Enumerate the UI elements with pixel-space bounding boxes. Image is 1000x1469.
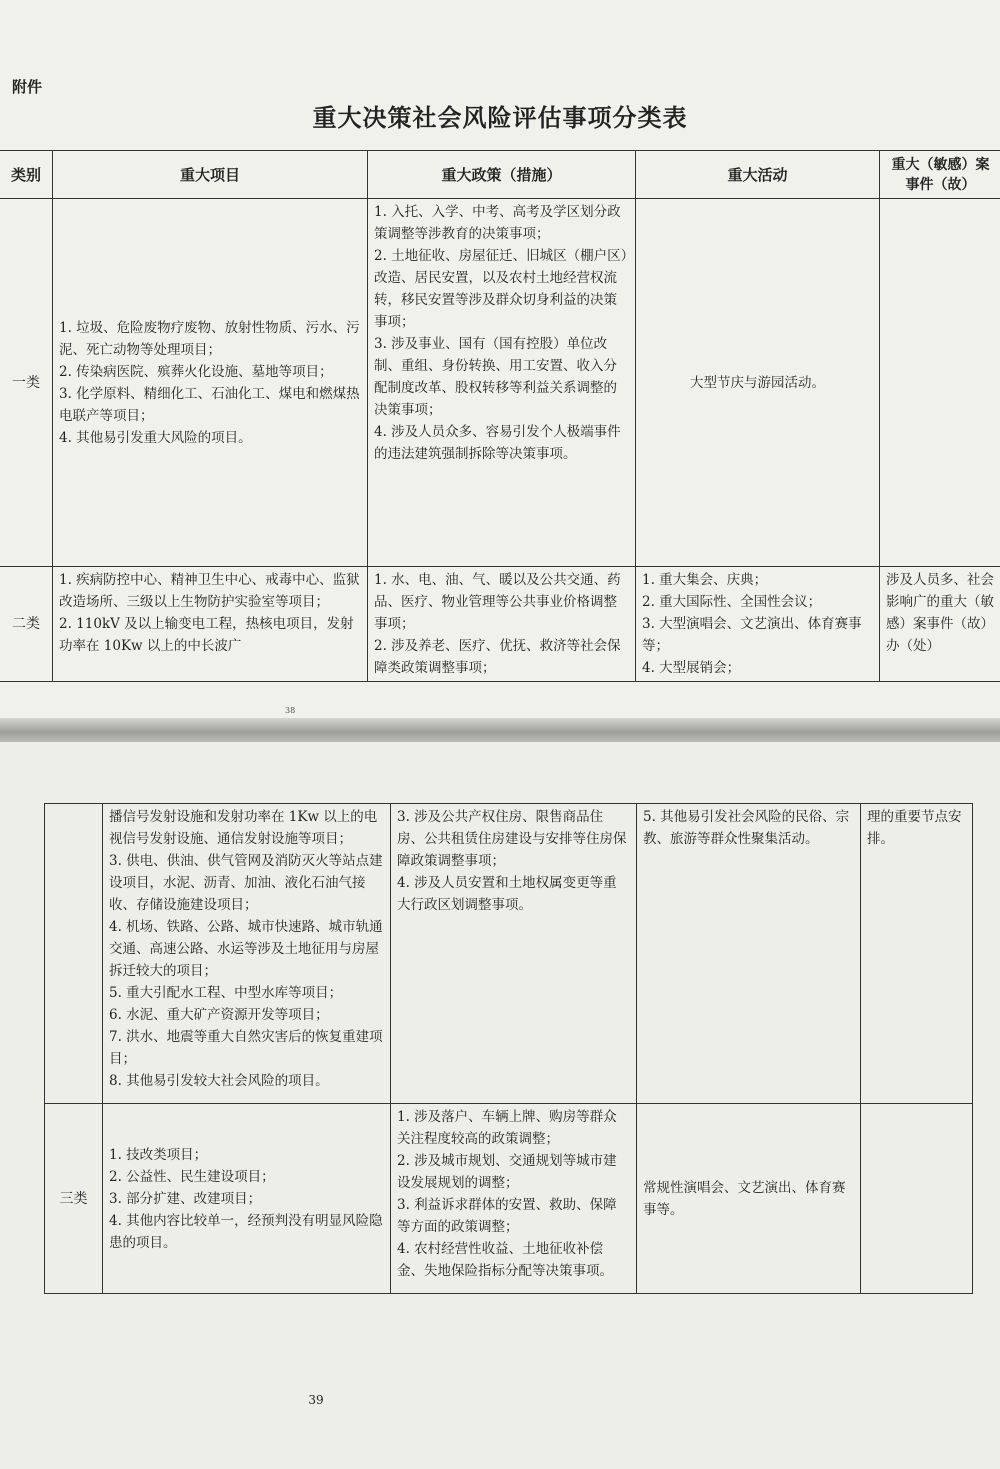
- table-row: [45, 1104, 973, 1294]
- list-item: 1. 垃圾、危险废物疗废物、放射性物质、污水、污泥、死亡动物等处理项目；: [59, 319, 360, 358]
- list-item: 4. 其他易引发重大风险的项目。: [59, 429, 252, 446]
- col-header-projects: 重大项目: [53, 151, 368, 199]
- list-item: 7. 洪水、地震等重大自然灾害后的恢复重建项目；: [109, 1029, 383, 1067]
- header-row: [0, 151, 1000, 199]
- list-item: 2. 重大国际性、全国性会议；: [642, 594, 822, 610]
- table-row: [0, 199, 1000, 567]
- policies-cell: [368, 567, 636, 682]
- list-item: 3. 利益诉求群体的安置、救助、保障等方面的政策调整；: [397, 1197, 617, 1235]
- category-cell: [45, 804, 103, 1104]
- list-item: 1. 水、电、油、气、暖以及公共交通、药品、医疗、物业管理等公共事业价格调整事项；: [374, 572, 621, 632]
- list-item: 2. 110kV 及以上输变电工程，热核电项目，发射功率在 10Kw 以上的中长波广: [59, 616, 354, 654]
- list-item: 3. 涉及公共产权住房、限售商品住房、公共租赁住房建设与安排等住房保障政策调整事项；: [397, 809, 627, 869]
- list-item: 1. 涉及落户、车辆上牌、购房等群众关注程度较高的政策调整；: [397, 1109, 617, 1147]
- cases-cell: [861, 1104, 973, 1294]
- col-header-activities: 重大活动: [636, 151, 880, 199]
- activities-cell: [636, 199, 880, 567]
- list-item: 4. 农村经营性收益、土地征收补偿金、失地保险指标分配等决策事项。: [397, 1241, 613, 1279]
- list-item: 5. 重大引配水工程、中型水库等项目；: [109, 985, 343, 1001]
- list-item: 6. 水泥、重大矿产资源开发等项目；: [109, 1007, 329, 1023]
- page-fold: [0, 718, 1000, 742]
- list-item: 2. 土地征收、房屋征迁、旧城区（棚户区）改造、居民安置，以及农村土地经营权流转，移民安置等涉及群众切身利益的决策事项；: [374, 248, 628, 330]
- list-item: 4. 大型展销会；: [642, 660, 741, 676]
- category-cell: 一类: [0, 199, 53, 567]
- list-item: 3. 大型演唱会、文艺演出、体育赛事等；: [642, 616, 862, 654]
- cases-cell: [880, 199, 1000, 567]
- list-item: 3. 涉及事业、国有（国有控股）单位改制、重组、身份转换、用工安置、收入分配制度改革、股权转移等利益关系调整的决策事项；: [374, 336, 617, 418]
- list-item: 大型节庆与游园活动。: [690, 374, 825, 391]
- list-item: 1. 技改类项目；: [109, 1146, 208, 1163]
- list-item: 2. 公益性、民生建设项目；: [109, 1168, 275, 1185]
- list-item: 1. 重大集会、庆典；: [642, 572, 768, 588]
- list-item: 1. 入托、入学、中考、高考及学区划分政策调整等涉教育的决策事项；: [374, 204, 621, 242]
- list-item: 3. 供电、供油、供气管网及消防灭火等站点建设项目，水泥、沥青、加油、液化石油气接收、存储设施建设项目；: [109, 853, 383, 913]
- classification-table-upper: [0, 150, 1000, 682]
- list-item: 4. 涉及人员众多、容易引发个人极端事件的违法建筑强制拆除等决策事项。: [374, 424, 621, 462]
- list-item: 播信号发射设施和发射功率在 1Kw 以上的电视信号发射设施、通信发射设施等项目；: [109, 809, 378, 847]
- list-item: 2. 涉及养老、医疗、优抚、救济等社会保障类政策调整事项；: [374, 638, 621, 676]
- col-header-policies: 重大政策（措施）: [368, 151, 636, 199]
- projects-cell: [103, 1104, 391, 1294]
- activities-cell: [637, 1104, 861, 1294]
- projects-cell: [103, 804, 391, 1104]
- cases-cell: 涉及人员多、社会影响广的重大（敏感）案事件（故）办（处）: [880, 567, 1000, 682]
- policies-cell: [391, 1104, 637, 1294]
- table-row: [0, 567, 1000, 682]
- list-item: 3. 化学原料、精细化工、石油化工、煤电和燃煤热电联产等项目；: [59, 385, 360, 424]
- policies-cell: [368, 199, 636, 567]
- list-item: 常规性演唱会、文艺演出、体育赛事等。: [643, 1179, 846, 1218]
- list-item: 4. 机场、铁路、公路、城市快速路、城市轨通交通、高速公路、水运等涉及土地征用与房屋拆迁较大的项目；: [109, 919, 383, 979]
- list-item: 1. 疾病防控中心、精神卫生中心、戒毒中心、监狱改造场所、三级以上生物防护实验室等项目；: [59, 572, 360, 610]
- classification-table-lower: [44, 803, 973, 1294]
- category-cell: 三类: [45, 1104, 103, 1294]
- list-item: 4. 涉及人员安置和土地权属变更等重大行政区划调整事项。: [397, 875, 617, 913]
- category-cell: 二类: [0, 567, 53, 682]
- list-item: 4. 其他内容比较单一，经预判没有明显风险隐患的项目。: [109, 1212, 383, 1251]
- projects-cell: [53, 199, 368, 567]
- list-item: 2. 传染病医院、殡葬火化设施、墓地等项目；: [59, 363, 333, 380]
- fold-page-number: 38: [285, 706, 296, 715]
- policies-cell: [391, 804, 637, 1104]
- attachment-label: 附件: [12, 78, 43, 96]
- table-row: [45, 804, 973, 1104]
- col-header-category: 类别: [0, 151, 53, 199]
- page-number: 39: [308, 1393, 324, 1407]
- list-item: 3. 部分扩建、改建项目；: [109, 1190, 262, 1207]
- col-header-cases: 重大（敏感）案事件（故）: [880, 151, 1000, 199]
- list-item: 2. 涉及城市规划、交通规划等城市建设发展规划的调整；: [397, 1153, 617, 1191]
- document-title: 重大决策社会风险评估事项分类表: [312, 104, 688, 132]
- cases-cell: 理的重要节点安排。: [861, 804, 973, 1104]
- list-item: 5. 其他易引发社会风险的民俗、宗教、旅游等群众性聚集活动。: [643, 809, 850, 847]
- list-item: 8. 其他易引发较大社会风险的项目。: [109, 1073, 329, 1089]
- activities-cell: [637, 804, 861, 1104]
- projects-cell: [53, 567, 368, 682]
- activities-cell: [636, 567, 880, 682]
